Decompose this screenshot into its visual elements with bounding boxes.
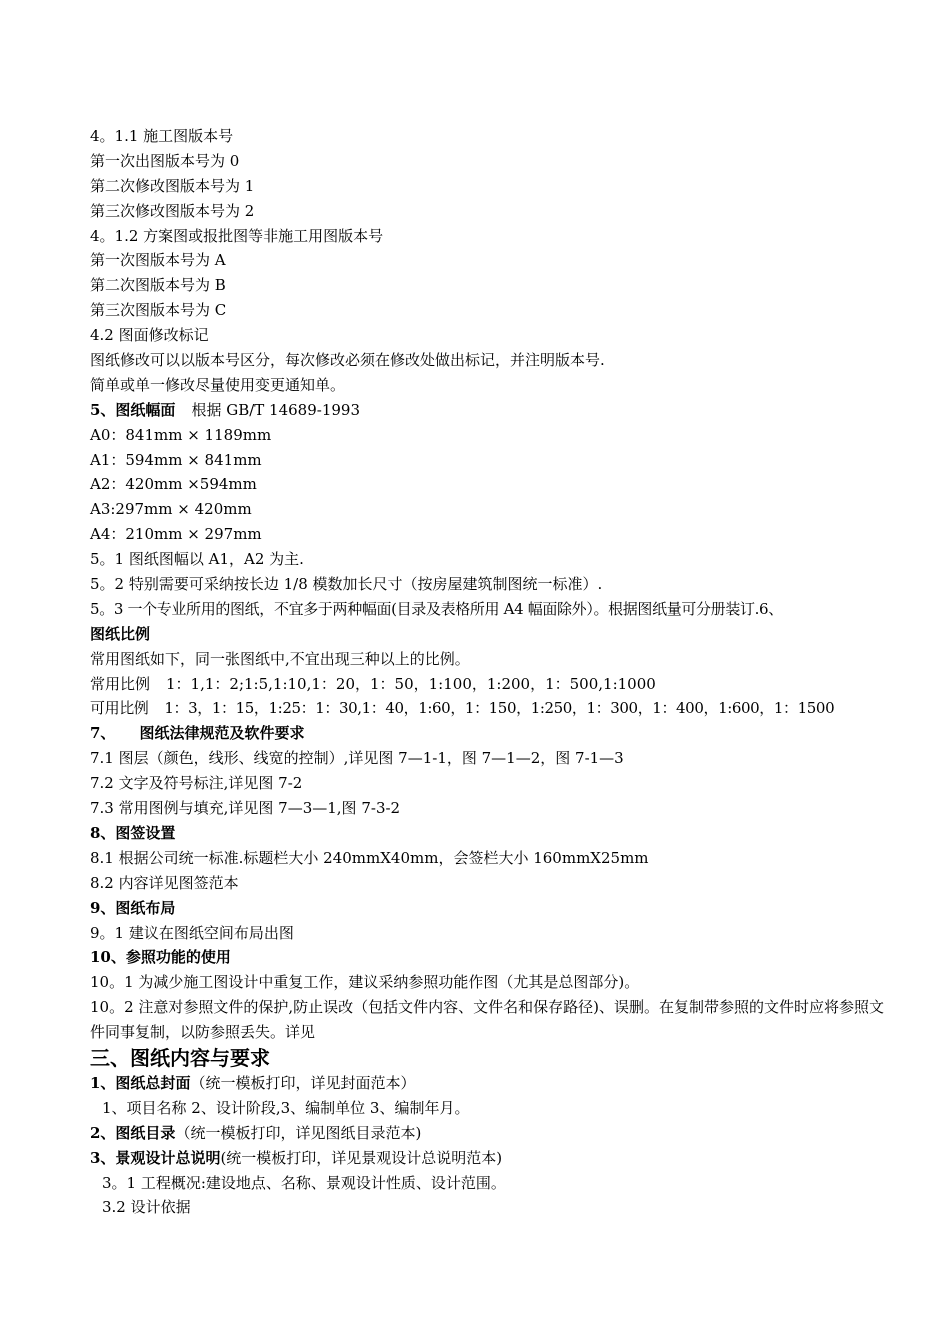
- paper-size-a1: A1：594mm × 841mm: [90, 450, 262, 469]
- part-3-section-1-items: 1、项目名称 2、设计阶段,3、编制单位 3、编制年月。: [102, 1098, 470, 1117]
- text-line: 第一次图版本号为 A: [90, 251, 226, 270]
- section-10-heading: [90, 945, 890, 970]
- common-scales: [90, 672, 890, 697]
- text-line: 第三次修改图版本号为 2: [90, 201, 255, 220]
- part-3-section-1-title: 1、图纸总封面: [90, 1073, 191, 1092]
- section-8-item: 8.1 根据公司统一标准.标题栏大小 240mmX40mm，会签栏大小 160mmX25mm: [90, 848, 649, 867]
- section-5-title: 5、图纸幅面: [90, 400, 176, 419]
- section-7-item: 7.1 图层（颜色，线形、线宽的控制）,详见图 7—1-1，图 7—1—2，图 7-1—3: [90, 749, 624, 768]
- section-6-heading: [90, 622, 890, 647]
- part-3-section-2-title: 2、图纸目录: [90, 1123, 176, 1142]
- part-3-section-1-note: （统一模板打印，详见封面范本）: [190, 1073, 416, 1092]
- section-5-item: 5。2 特别需要可采纳按长边 1/8 模数加长尺寸（按房屋建筑制图统一标准）.: [90, 575, 603, 594]
- section-7-title: 图纸法律规范及软件要求: [139, 724, 305, 743]
- optional-scales-label: 可用比例: [90, 699, 149, 718]
- part-3-title: 三、图纸内容与要求: [90, 1045, 270, 1070]
- optional-scales-values: 1：3，1：15，1:25：1：30,1：40，1:60，1：150，1:250，1：300，1：400，1:600，1：1500: [164, 699, 835, 718]
- text-line: 图纸修改可以以版本号区分，每次修改必须在修改处做出标记，并注明版本号.: [90, 351, 605, 370]
- part-3-section-1-heading: [90, 1071, 890, 1096]
- section-10-item: 10。1 为减少施工图设计中重复工作，建议采纳参照功能作图（尤其是总图部分)。: [90, 973, 640, 992]
- section-6-title: 图纸比例: [90, 624, 151, 643]
- section-7-number: 7、: [90, 724, 116, 743]
- section-9-item: 9。1 建议在图纸空间布局出图: [90, 923, 294, 942]
- section-8-heading: [90, 821, 890, 846]
- part-3-section-3-item: 3.2 设计依据: [102, 1198, 191, 1217]
- part-3-section-2-note: （统一模板打印，详见图纸目录范本): [175, 1123, 422, 1142]
- paper-size-a2: A2：420mm ×594mm: [90, 475, 257, 494]
- paper-size-a4: A4：210mm × 297mm: [90, 525, 262, 544]
- text-line: 4。1.1 施工图版本号: [90, 127, 234, 145]
- part-3-section-3-item: 3。1 工程概况:建设地点、名称、景观设计性质、设计范围。: [102, 1173, 506, 1192]
- section-9-title: 9、图纸布局: [90, 898, 176, 917]
- document-body: [90, 124, 890, 1220]
- part-3-section-3-note: (统一模板打印，详见景观设计总说明范本): [220, 1148, 503, 1167]
- section-5-item-text: 5。3 一个专业所用的图纸，不宜多于两种幅面(目录及表格所用 A4 幅面除外）。根据图纸量可分册装订.: [90, 599, 760, 618]
- section-8-item: 8.2 内容详见图签范本: [90, 873, 239, 892]
- text-line: 第二次图版本号为 B: [90, 276, 226, 295]
- part-3-section-3-title: 3、景观设计总说明: [90, 1148, 221, 1167]
- text-line: 第三次图版本号为 C: [90, 301, 227, 320]
- section-6-number: 6、: [759, 599, 783, 618]
- common-scales-label: 常用比例: [90, 674, 151, 693]
- section-7-heading: [90, 721, 890, 746]
- section-5-item: 5。1 图纸图幅以 A1，A2 为主.: [90, 550, 304, 569]
- text-line: 4.2 图面修改标记: [90, 326, 209, 345]
- section-6-intro: 常用图纸如下，同一张图纸中,不宜出现三种以上的比例。: [90, 649, 470, 668]
- text-line: 第一次出图版本号为 0: [90, 151, 240, 170]
- section-10-item: 10。2 注意对参照文件的保护,防止误改（包括文件内容、文件名和保存路径)、误删。在复制带参照的文件时应将参照文件同事复制，以防参照丢失。详见: [90, 998, 885, 1042]
- paper-size-a3: A3:297mm × 420mm: [90, 500, 252, 519]
- text-line: 4。1.2 方案图或报批图等非施工用图版本号: [90, 226, 384, 245]
- section-10-title: 10、参照功能的使用: [90, 948, 231, 967]
- section-5-item: [90, 597, 890, 622]
- paper-size-a0: A0：841mm × 1189mm: [90, 425, 272, 444]
- part-3-section-3-heading: [90, 1146, 890, 1171]
- common-scales-values: 1：1,1：2;1:5,1:10,1：20，1：50，1:100，1:200，1：500,1:1000: [166, 674, 656, 693]
- optional-scales: [90, 696, 890, 721]
- section-5-basis: 根据 GB/T 14689-1993: [191, 400, 361, 419]
- section-9-heading: [90, 896, 890, 921]
- section-7-item: 7.2 文字及符号标注,详见图 7-2: [90, 774, 303, 793]
- section-8-title: 8、图签设置: [90, 823, 176, 842]
- section-7-item: 7.3 常用图例与填充,详见图 7—3—1,图 7-3-2: [90, 799, 401, 818]
- text-line: 简单或单一修改尽量使用变更通知单。: [90, 375, 346, 394]
- text-line: 第二次修改图版本号为 1: [90, 176, 255, 195]
- section-5-heading: [90, 398, 890, 423]
- part-3-section-2-heading: [90, 1121, 890, 1146]
